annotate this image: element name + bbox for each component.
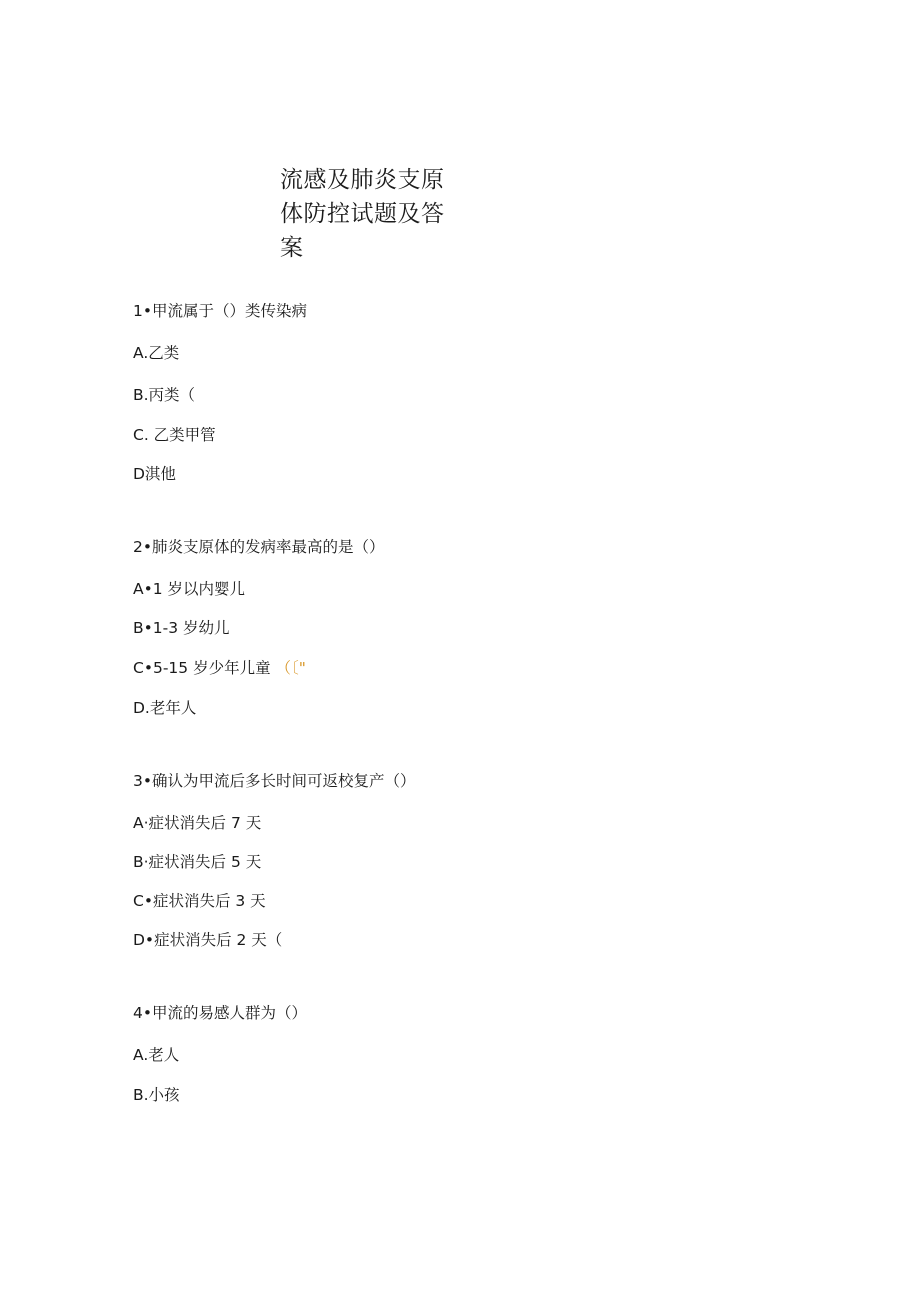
question-3-option-c: C•症状消失后 3 天 [133, 892, 266, 910]
answer-mark: （〔" [275, 659, 306, 677]
question-1-option-a: A.乙类 [133, 344, 180, 362]
question-3-option-b: B·症状消失后 5 天 [133, 853, 262, 871]
question-1-text: 1•甲流属于（）类传染病 [133, 302, 308, 320]
question-4-text: 4•甲流的易感人群为（） [133, 1004, 308, 1022]
question-2-option-c [133, 658, 306, 678]
question-1-option-d: D淇他 [133, 465, 176, 483]
question-2-text: 2•肺炎支原体的发病率最高的是（） [133, 538, 385, 556]
question-2-option-d: D.老年人 [133, 699, 197, 717]
document-title: 流感及肺炎支原体防控试题及答案 [280, 167, 445, 261]
question-2-option-b: B•1-3 岁幼儿 [133, 619, 230, 637]
question-4-option-a: A.老人 [133, 1046, 180, 1064]
question-1-option-c: C. 乙类甲管 [133, 426, 216, 444]
question-4-option-b: B.小孩 [133, 1086, 180, 1104]
question-3-option-a: A·症状消失后 7 天 [133, 814, 262, 832]
question-1-option-b: B.丙类（ [133, 386, 196, 404]
question-3-option-d: D•症状消失后 2 天（ [133, 931, 283, 949]
question-3-text: 3•确认为甲流后多长时间可返校复产（） [133, 772, 416, 790]
question-2-option-a: A•1 岁以内婴儿 [133, 580, 246, 598]
option-text: C•5-15 岁少年儿童 [133, 659, 271, 677]
